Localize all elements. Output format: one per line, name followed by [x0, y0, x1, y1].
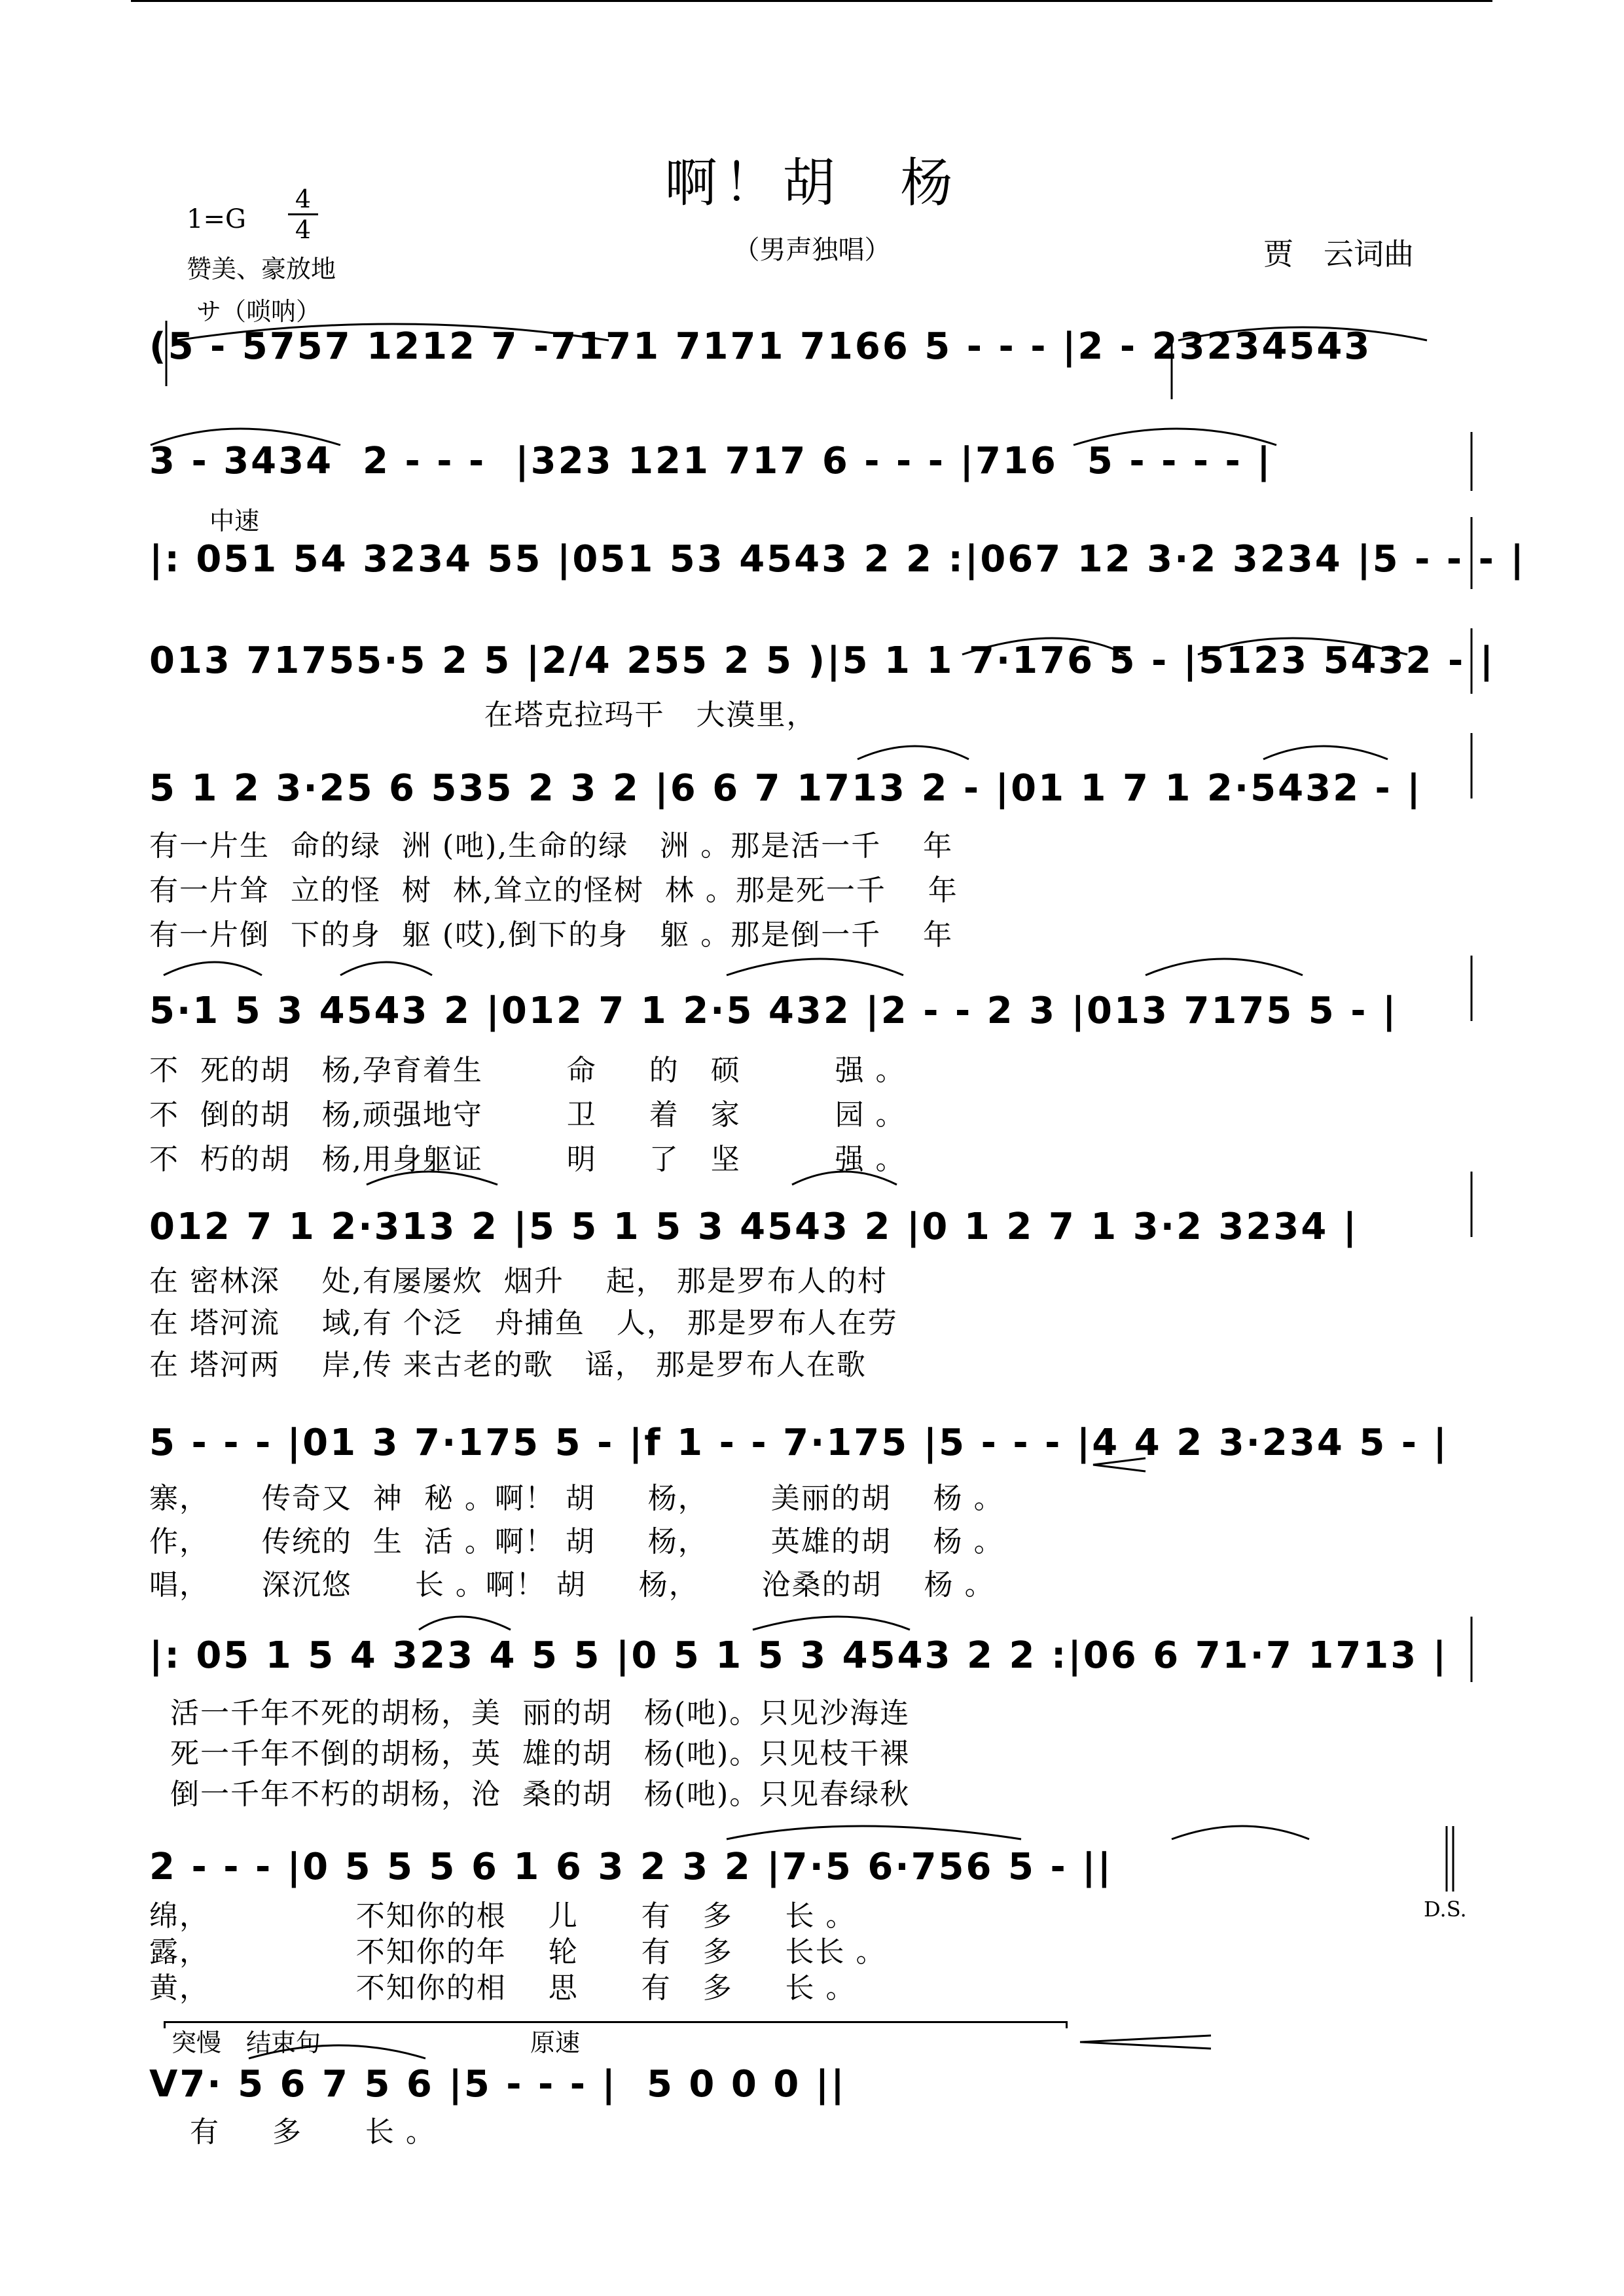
subtitle: （男声独唱）	[733, 235, 891, 265]
song-title: 啊！胡 杨	[664, 152, 960, 213]
staff-row-6: 5·1 5 3 4543 2 |012 7 1 2·5 432 |2 - - 2 3 |013 7175 5 - |	[149, 990, 1398, 1032]
lyric-row-10-v1: 绵， 不知你的根 儿 有 多 长 。	[149, 1899, 856, 1933]
staff-row-10: 2 - - - |0 5 5 5 6 1 6 3 2 3 2 |7·5 6·756 5 - ||	[149, 1846, 1113, 1888]
lyric-row-10-v3: 黄， 不知你的相 思 有 多 长 。	[149, 1971, 856, 2005]
lyric-row-7-v3: 在 塔河两 岸,传 来古老的歌 谣， 那是罗布人在歌	[149, 1348, 867, 1382]
staff-row-1: (5 - 5757 1212 7 -7171 7171 7166 5 - - - |2 - 23234543	[149, 325, 1372, 368]
ritardando-ending-label: 突慢 结束句	[171, 2028, 321, 2057]
meter-bottom: 4	[288, 213, 318, 244]
lyric-row-8-v3: 唱， 深沉悠 长 。啊！ 胡 杨， 沧桑的胡 杨 。	[149, 1568, 995, 1602]
lyric-row-6-v3: 不 朽的胡 杨,用身躯证 明 了 坚 强 。	[149, 1143, 906, 1176]
free-intro-marking: サ（唢呐）	[196, 297, 321, 326]
lyric-row-5-v3: 有一片倒 下的身 躯 (哎),倒下的身 躯 。那是倒一千 年	[149, 918, 954, 952]
lyric-row-5-v1: 有一片生 命的绿 洲 (吔),生命的绿 洲 。那是活一千 年	[149, 829, 954, 863]
composer-credit: 贾 云词曲	[1263, 236, 1414, 272]
staff-row-7: 012 7 1 2·313 2 |5 5 1 5 3 4543 2 |0 1 2 7 1 3·2 3234 |	[149, 1206, 1359, 1248]
staff-row-8: 5 - - - |01 3 7·175 5 - |f 1 - - 7·175 |5 - - - |4 4 2 3·234 5 - |	[149, 1422, 1449, 1464]
tempo-marking: 赞美、豪放地	[187, 255, 336, 283]
lyric-row-10-v2: 露， 不知你的年 轮 有 多 长长 。	[149, 1935, 886, 1969]
lyric-row-6-v1: 不 死的胡 杨,孕育着生 命 的 硕 强 。	[149, 1054, 906, 1087]
a-tempo-label: 原速	[530, 2028, 581, 2057]
staff-row-11: V7· 5 6 7 5 6 |5 - - - | 5 0 0 0 ||	[149, 2063, 846, 2106]
lyric-row-7-v1: 在 密林深 处,有屡屡炊 烟升 起， 那是罗布人的村	[149, 1265, 888, 1298]
staff-row-4: 013 71755·5 2 5 |2/4 255 2 5 )|5 1 1 7·176 5 - |5123 5432 - |	[149, 639, 1496, 682]
staff-row-3: |: 051 54 3234 55 |051 53 4543 2 2 :|067 12 3·2 3234 |5 - - - |	[149, 538, 1526, 581]
lyric-row-9-v3: 倒一千年不朽的胡杨，沧 桑的胡 杨(吔)。只见春绿秋	[149, 1778, 911, 1811]
staff-row-9: |: 05 1 5 4 323 4 5 5 |0 5 1 5 3 4543 2 2 :|06 6 71·7 1713 |	[149, 1634, 1449, 1677]
tempo-change-zhongsu: 中速	[209, 507, 260, 535]
lyric-row-8-v2: 作， 传统的 生 活 。啊！ 胡 杨， 英雄的胡 杨 。	[149, 1525, 1004, 1558]
lyric-row-11: 有 多 长 。	[190, 2115, 436, 2149]
lyric-row-9-v2: 死一千年不倒的胡杨，英 雄的胡 杨(吔)。只见枝干裸	[149, 1737, 911, 1770]
lyric-row-5-v2: 有一片耸 立的怪 树 林,耸立的怪树 林 。那是死一千 年	[149, 874, 958, 907]
key-signature: 1=G	[187, 204, 246, 234]
lyric-row-7-v2: 在 塔河流 域,有 个泛 舟捕鱼 人， 那是罗布人在劳	[149, 1306, 898, 1340]
lyric-row-9-v1: 活一千年不死的胡杨，美 丽的胡 杨(吔)。只见沙海连	[149, 1696, 911, 1730]
dal-segno-mark: D.S.	[1424, 1897, 1467, 1922]
staff-row-2: 3 - 3434 2 - - - |323 121 717 6 - - - |716 5 - - - - |	[149, 440, 1272, 482]
meter-top: 4	[295, 185, 312, 213]
lyric-row-6-v2: 不 倒的胡 杨,顽强地守 卫 着 家 园 。	[149, 1098, 906, 1132]
lyric-row-4: 在塔克拉玛干 大漠里，	[149, 698, 817, 732]
lyric-row-8-v1: 寨， 传奇又 神 秘 。啊！ 胡 杨， 美丽的胡 杨 。	[149, 1482, 1004, 1515]
staff-row-5: 5 1 2 3·25 6 535 2 3 2 |6 6 7 1713 2 - |01 1 7 1 2·5432 - |	[149, 767, 1422, 810]
